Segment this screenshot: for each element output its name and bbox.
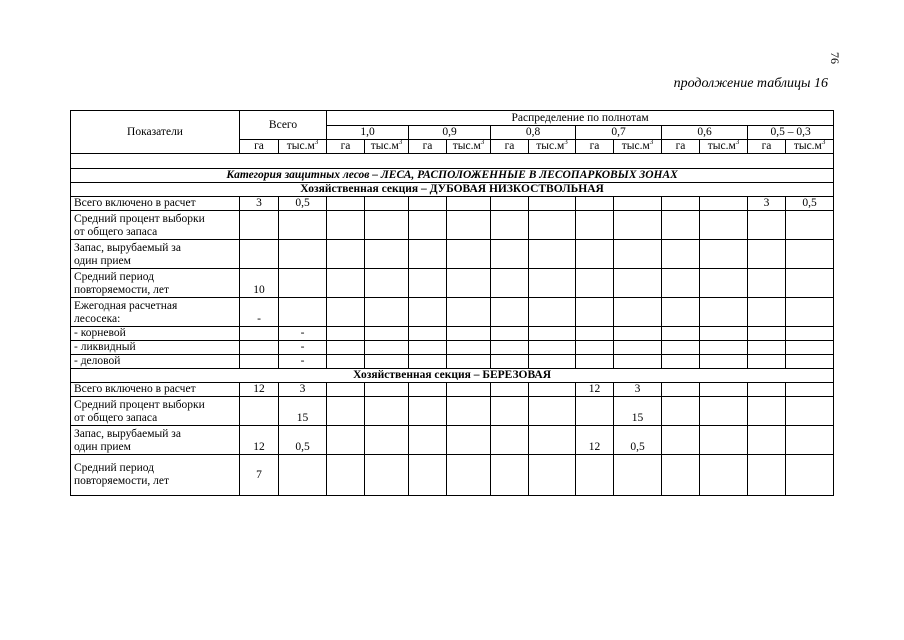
table-cell: 3 — [240, 197, 279, 211]
table-cell — [700, 211, 748, 240]
table-cell — [409, 426, 447, 455]
table-cell — [279, 455, 327, 496]
table-row — [71, 355, 834, 369]
table-cell — [409, 240, 447, 269]
table-cell — [614, 197, 662, 211]
header-unit-volume — [279, 140, 327, 154]
table-cell — [327, 426, 365, 455]
table-cell — [279, 269, 327, 298]
blank-row — [71, 154, 834, 169]
table-cell — [365, 341, 409, 355]
row-label-line: Средний процент выборки — [74, 213, 205, 225]
table-cell — [786, 383, 834, 397]
table-cell — [576, 355, 614, 369]
header-unit-volume — [365, 140, 409, 154]
table-cell — [447, 341, 491, 355]
table-cell — [240, 341, 279, 355]
table-cell — [529, 426, 576, 455]
table-cell: 0,5 — [279, 197, 327, 211]
table-cell — [447, 455, 491, 496]
table-cell — [576, 397, 614, 426]
table-cell — [529, 383, 576, 397]
table-cell — [614, 327, 662, 341]
table-cell: 12 — [576, 426, 614, 455]
table-cell — [409, 383, 447, 397]
table-row — [71, 341, 834, 355]
table-cell — [529, 240, 576, 269]
table-cell — [365, 298, 409, 327]
table-cell — [529, 269, 576, 298]
table-cell: 0,5 — [786, 197, 834, 211]
table-cell — [240, 211, 279, 240]
table-cell — [529, 197, 576, 211]
unit-base: тыс.м — [707, 140, 736, 152]
table-cell — [786, 327, 834, 341]
table-cell — [748, 269, 786, 298]
table-cell — [786, 426, 834, 455]
table-cell — [365, 383, 409, 397]
header-unit-ha: га — [662, 140, 700, 154]
unit-superscript: 3 — [398, 138, 403, 147]
unit-superscript: 3 — [314, 138, 319, 147]
unit-superscript: 3 — [564, 138, 568, 147]
table-cell — [662, 341, 700, 355]
header-unit-volume — [529, 140, 576, 154]
table-row — [71, 298, 834, 327]
header-unit-ha: га — [327, 140, 365, 154]
table-caption: продолжение таблицы 16 — [673, 76, 828, 91]
row-label-line: один прием — [74, 441, 131, 453]
unit-base: тыс.м — [793, 140, 822, 152]
header-distribution: Распределение по полнотам — [327, 111, 834, 126]
table-cell — [447, 426, 491, 455]
table-cell — [279, 298, 327, 327]
table-cell — [662, 355, 700, 369]
row-label-line: Средний период — [74, 271, 154, 283]
table-cell — [327, 397, 365, 426]
header-total: Всего — [240, 111, 327, 140]
row-label-line: Запас, вырубаемый за — [74, 242, 181, 254]
table-cell — [327, 383, 365, 397]
header-unit-volume — [447, 140, 491, 154]
table-cell — [409, 355, 447, 369]
unit-superscript: 3 — [821, 138, 826, 147]
unit-base: тыс.м — [370, 140, 399, 152]
table-cell — [662, 397, 700, 426]
table-cell — [327, 211, 365, 240]
table-cell — [786, 240, 834, 269]
header-unit-ha: га — [491, 140, 529, 154]
table-cell — [447, 355, 491, 369]
table-cell — [491, 426, 529, 455]
table-cell — [529, 455, 576, 496]
table-cell — [786, 397, 834, 426]
table-cell — [365, 211, 409, 240]
table-row — [71, 197, 834, 211]
table-cell — [576, 341, 614, 355]
header-group: 1,0 — [327, 126, 409, 140]
table-cell: 0,5 — [279, 426, 327, 455]
table-row — [71, 426, 834, 455]
table-cell: 3 — [748, 197, 786, 211]
table-cell: 12 — [240, 426, 279, 455]
table-row — [71, 327, 834, 341]
table-cell — [576, 240, 614, 269]
table-cell — [529, 355, 576, 369]
row-label-line: Средний период — [74, 462, 154, 474]
table-cell: 7 — [240, 455, 279, 496]
table-cell — [576, 197, 614, 211]
table-cell — [240, 240, 279, 269]
table-cell — [447, 211, 491, 240]
table-cell: - — [279, 355, 327, 369]
table-cell — [365, 355, 409, 369]
table-cell — [786, 341, 834, 355]
unit-base: тыс.м — [452, 140, 481, 152]
table-cell — [786, 211, 834, 240]
table-cell — [327, 341, 365, 355]
row-label — [71, 426, 240, 455]
row-label-line: повторяемости, лет — [74, 475, 170, 487]
table-cell — [365, 455, 409, 496]
table-row — [71, 269, 834, 298]
row-label-line: - ликвидный — [74, 341, 136, 353]
row-label-line: лесосека: — [74, 313, 121, 325]
row-label — [71, 397, 240, 426]
row-label — [71, 341, 240, 355]
table-cell — [409, 269, 447, 298]
table-cell — [614, 269, 662, 298]
table-cell — [409, 197, 447, 211]
table-cell — [576, 455, 614, 496]
table-cell — [576, 211, 614, 240]
unit-base: тыс.м — [286, 140, 315, 152]
table-cell — [240, 327, 279, 341]
table-cell — [327, 240, 365, 269]
row-label — [71, 355, 240, 369]
row-label — [71, 298, 240, 327]
table-row — [71, 383, 834, 397]
table-cell: 15 — [279, 397, 327, 426]
table-cell — [700, 240, 748, 269]
table-cell — [529, 327, 576, 341]
table-cell — [327, 327, 365, 341]
row-label — [71, 455, 240, 496]
table-cell — [447, 197, 491, 211]
table-cell — [447, 383, 491, 397]
table-cell — [662, 240, 700, 269]
table-cell — [748, 240, 786, 269]
table-cell — [365, 327, 409, 341]
table-cell — [327, 455, 365, 496]
table-cell — [576, 327, 614, 341]
header-unit-ha: га — [240, 140, 279, 154]
table-cell — [748, 298, 786, 327]
table-cell — [491, 240, 529, 269]
row-label — [71, 269, 240, 298]
table-cell: 0,5 — [614, 426, 662, 455]
header-indicators: Показатели — [71, 111, 240, 154]
row-label-line: Средний процент выборки — [74, 399, 205, 411]
row-label-line: от общего запаса — [74, 226, 158, 238]
table-cell — [662, 197, 700, 211]
table-cell — [614, 240, 662, 269]
row-label-line: - корневой — [74, 327, 126, 339]
table-cell — [491, 327, 529, 341]
header-group: 0,5 – 0,3 — [748, 126, 834, 140]
table-cell — [662, 455, 700, 496]
table-cell — [409, 341, 447, 355]
table-cell: 15 — [614, 397, 662, 426]
table-cell: - — [240, 298, 279, 327]
table-cell: 12 — [576, 383, 614, 397]
header-unit-ha: га — [576, 140, 614, 154]
unit-base: тыс.м — [621, 140, 650, 152]
row-label — [71, 240, 240, 269]
table-cell — [748, 327, 786, 341]
header-unit-ha: га — [748, 140, 786, 154]
page-number: 76 — [828, 52, 842, 64]
table-cell — [786, 355, 834, 369]
table-cell — [491, 197, 529, 211]
header-unit-ha: га — [409, 140, 447, 154]
table-cell — [365, 240, 409, 269]
table-cell — [614, 298, 662, 327]
table-cell — [700, 197, 748, 211]
table-cell — [279, 240, 327, 269]
unit-base: тыс.м — [536, 140, 565, 152]
row-label — [71, 383, 240, 397]
table-cell — [447, 397, 491, 426]
table-cell — [748, 426, 786, 455]
row-label — [71, 327, 240, 341]
table-cell — [614, 355, 662, 369]
header-group: 0,7 — [576, 126, 662, 140]
table-cell — [491, 211, 529, 240]
table-row — [71, 397, 834, 426]
table-cell — [409, 397, 447, 426]
row-label-line: Всего включено в расчет — [74, 383, 196, 395]
data-table — [70, 110, 834, 496]
table-cell — [614, 211, 662, 240]
header-unit-volume — [786, 140, 834, 154]
table-cell — [529, 397, 576, 426]
table-cell — [614, 341, 662, 355]
table-cell — [491, 269, 529, 298]
table-cell — [700, 269, 748, 298]
table-cell — [491, 355, 529, 369]
row-label-line: повторяемости, лет — [74, 284, 170, 296]
table-cell — [365, 269, 409, 298]
table-cell — [576, 269, 614, 298]
table-cell: 12 — [240, 383, 279, 397]
table-cell — [748, 397, 786, 426]
row-label-line: один прием — [74, 255, 131, 267]
unit-superscript: 3 — [735, 138, 740, 147]
table-row — [71, 455, 834, 496]
table-cell: 3 — [279, 383, 327, 397]
table-cell — [529, 341, 576, 355]
table-cell — [700, 298, 748, 327]
table-cell — [662, 327, 700, 341]
table-cell — [576, 298, 614, 327]
table-cell — [529, 298, 576, 327]
table-cell — [748, 383, 786, 397]
table-cell — [279, 211, 327, 240]
table-cell — [662, 269, 700, 298]
table-cell — [748, 211, 786, 240]
table-cell — [409, 327, 447, 341]
table-cell — [748, 455, 786, 496]
row-label-line: Запас, вырубаемый за — [74, 428, 181, 440]
table-cell — [409, 298, 447, 327]
table-row — [71, 211, 834, 240]
section-title: Хозяйственная секция – ДУБОВАЯ НИЗКОСТВОЛЬНАЯ — [71, 183, 834, 197]
table-cell — [409, 211, 447, 240]
table-cell — [365, 197, 409, 211]
table-cell — [327, 355, 365, 369]
row-label — [71, 211, 240, 240]
table-cell — [447, 327, 491, 341]
table-cell — [748, 355, 786, 369]
table-cell — [748, 341, 786, 355]
table-cell — [327, 298, 365, 327]
table-cell — [240, 355, 279, 369]
table-cell — [700, 426, 748, 455]
row-label-line: от общего запаса — [74, 412, 158, 424]
table-cell — [700, 355, 748, 369]
table-cell — [240, 397, 279, 426]
table-cell — [700, 397, 748, 426]
table-cell — [786, 298, 834, 327]
row-label-line: Ежегодная расчетная — [74, 300, 178, 312]
table-cell — [529, 211, 576, 240]
table-cell — [662, 383, 700, 397]
table-cell — [662, 426, 700, 455]
row-label — [71, 197, 240, 211]
table-cell: - — [279, 341, 327, 355]
section-title: Хозяйственная секция – БЕРЕЗОВАЯ — [71, 369, 834, 383]
header-unit-volume — [700, 140, 748, 154]
table-cell: 3 — [614, 383, 662, 397]
table-cell — [786, 269, 834, 298]
table-cell — [491, 383, 529, 397]
table-cell: - — [279, 327, 327, 341]
table-cell — [786, 455, 834, 496]
table-cell — [327, 197, 365, 211]
header-group: 0,9 — [409, 126, 491, 140]
unit-superscript: 3 — [649, 138, 654, 147]
table-cell — [700, 327, 748, 341]
table-cell — [614, 455, 662, 496]
table-cell — [491, 397, 529, 426]
table-cell — [662, 298, 700, 327]
table-cell — [700, 455, 748, 496]
table-cell: 10 — [240, 269, 279, 298]
row-label-line: Всего включено в расчет — [74, 197, 196, 209]
table-row — [71, 240, 834, 269]
category-row: Категория защитных лесов – ЛЕСА, РАСПОЛОЖЕННЫЕ В ЛЕСОПАРКОВЫХ ЗОНАХ — [71, 169, 834, 183]
table-cell — [447, 240, 491, 269]
unit-superscript: 3 — [480, 138, 485, 147]
table-cell — [491, 455, 529, 496]
table-cell — [447, 269, 491, 298]
header-unit-volume — [614, 140, 662, 154]
table-cell — [365, 397, 409, 426]
table-cell — [662, 211, 700, 240]
table-cell — [447, 298, 491, 327]
table-cell — [700, 341, 748, 355]
header-group: 0,6 — [662, 126, 748, 140]
header-group: 0,8 — [491, 126, 576, 140]
table-cell — [365, 426, 409, 455]
table-cell — [491, 341, 529, 355]
table-cell — [327, 269, 365, 298]
table-cell — [409, 455, 447, 496]
table-cell — [700, 383, 748, 397]
table-cell — [491, 298, 529, 327]
row-label-line: - деловой — [74, 355, 121, 367]
